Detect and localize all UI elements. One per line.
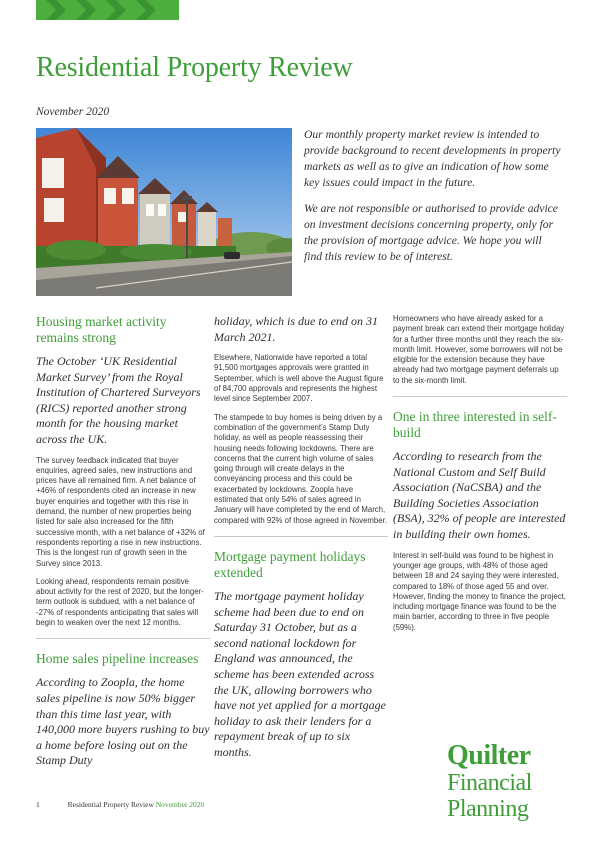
heading-self-build: One in three interested in self-build <box>393 409 557 441</box>
column-1 <box>36 314 210 777</box>
body-homeowners-extension: Homeowners who have already asked for a payment break can extend their mortgage holiday for a further three months until they reach the six-month limit. However, some borrowers will not be eligible for the extension because they have already had two mortgage payment deferrals up to the six-month limit. <box>393 314 565 385</box>
body-stampede: The stampede to buy homes is being driven by a combination of the government’s Stamp Duty holiday, as well as people reassessing their housing needs following lockdowns. There are concerns that the current high volume of sales going through will create delays in the conveyancing process and this could be exacerbated by lockdowns. Zoopla have estimated that only 54% of sales agreed in January will have completed by the end of March, compared with 92% of those agreed in November. <box>214 412 387 525</box>
issue-date: November 2020 <box>36 106 110 118</box>
hero-photo-houses <box>36 128 292 296</box>
intro-paragraph-2: We are not responsible or authorised to provide advice on investment decisions concerning property, only for the provision of mortgage advice. We hope you will find this review to be of interest. <box>304 202 558 263</box>
body-survey-feedback: The survey feedback indicated that buyer enquiries, agreed sales, new instructions and prices have all remained firm. A net balance of +46% of respondents cited an increase in new buyer enquiries and together with this rise in demand, the number of new properties being listed for sale also increased for the fifth successive month, with a net balance of +32% of respondents reporting a rise in new instructions. This is the longest run of growth seen in the Survey since 2013. <box>36 455 205 568</box>
chevron-pattern-icon <box>36 0 179 20</box>
section-divider <box>36 638 210 639</box>
lead-continued: holiday, which is due to end on 31 March 2021. <box>214 314 378 344</box>
lead-payment-holidays: The mortgage payment holiday scheme had been due to end on Saturday 31 October, but as a second national lockdown for England was announced, the scheme has been extended across the UK, allowing borrowers who have not yet applied for a mortgage holiday to ask their lenders for a repayment break of up to six months. <box>214 588 386 759</box>
body-nationwide: Elsewhere, Nationwide have reported a total 91,500 mortgages approvals were granted in September, which is well above the August figure of 84,700 approvals and represents the highest level since September 2007. <box>214 353 384 404</box>
heading-housing-market: Housing market activity remains strong <box>36 314 167 345</box>
logo-line-1: Quilter <box>447 740 531 771</box>
intro-paragraph-1: Our monthly property market review is intended to provide background to recent developments in property markets as well as to give an indication of how some key issues could impact in the future. <box>304 128 561 189</box>
logo-line-2: Financial <box>447 770 532 796</box>
body-looking-ahead: Looking ahead, respondents remain positive about activity for the rest of 2020, but the longer-term outlook is subdued, with a net balance of -27% of respondents anticipating that sales will begin to weaken over the next 12 months. <box>36 576 204 628</box>
heading-sales-pipeline: Home sales pipeline increases <box>36 651 199 667</box>
column-3 <box>393 314 567 641</box>
lead-rics-survey: The October ‘UK Residential Market Survey’ from the Royal Institution of Chartered Surveyors (RICS) reported another strong month for the housing market across the UK. <box>36 354 201 446</box>
section-divider <box>214 536 388 537</box>
lead-zoopla-pipeline: According to Zoopla, the home sales pipeline is now 50% bigger than this time last year, with 140,000 more buyers rushing to buy a home before losing out on the Stamp Duty <box>36 675 210 768</box>
logo-line-3: Planning <box>447 796 529 822</box>
header-accent-bar <box>36 0 179 20</box>
footer-date: November 2020 <box>155 800 205 809</box>
page-footer <box>36 800 204 809</box>
lead-self-build: According to research from the National Custom and Self Build Association (NaCSBA) and the Building Societies Association (BSA), 32% of people are interested in building their own homes. <box>393 449 566 542</box>
heading-payment-holidays: Mortgage payment holidays extended <box>214 548 366 580</box>
page-number: 1 <box>36 800 40 809</box>
section-divider <box>393 396 567 397</box>
quilter-logo <box>447 742 567 822</box>
page-title: Residential Property Review <box>36 52 353 83</box>
column-2 <box>214 314 388 768</box>
body-self-build-interest: Interest in self-build was found to be highest in younger age groups, with 48% of those aged between 18 and 24 saying they were interested, compared to 18% of those aged 55 and over. However, finding the money to finance the project, including mortgage finance was found to be the main barrier, according to three in five people (59%). <box>393 550 566 632</box>
footer-title: Residential Property Review <box>67 800 154 809</box>
intro-text <box>304 127 562 275</box>
